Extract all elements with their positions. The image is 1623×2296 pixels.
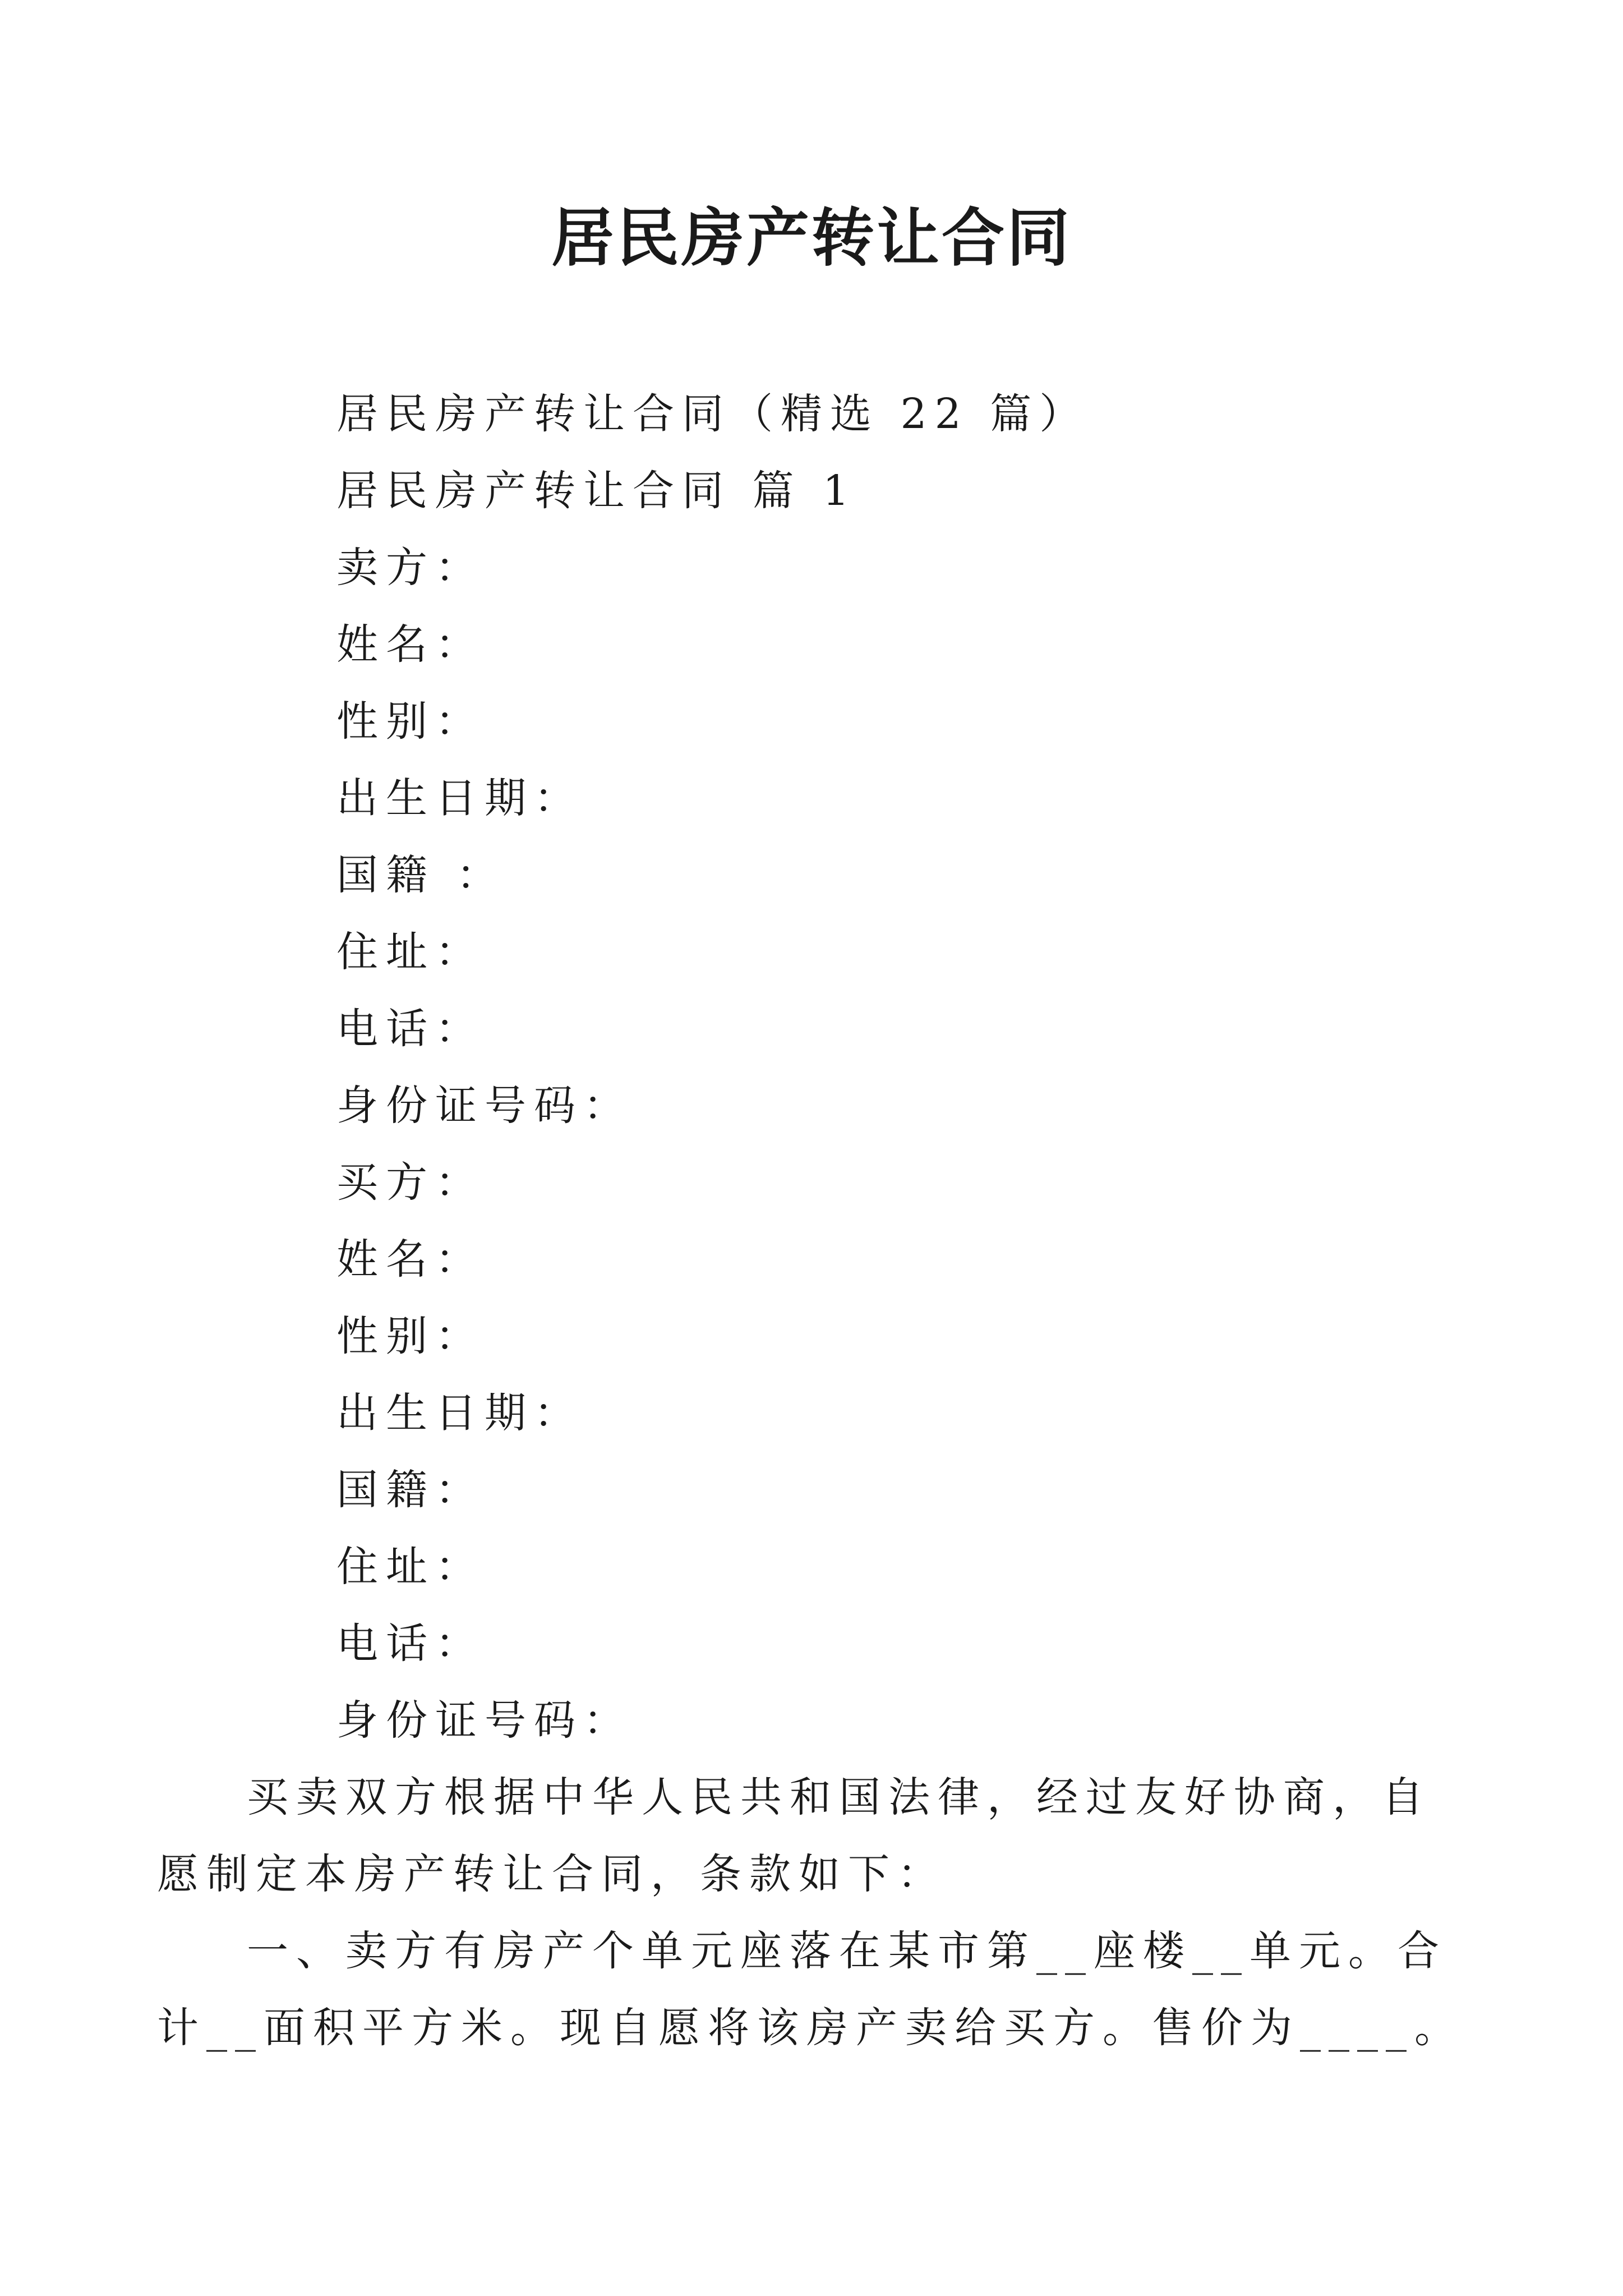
paragraph-line: 愿制定本房产转让合同，条款如下： (157, 1850, 947, 1898)
document-subtitle: 居民房产转让合同（精选 22 篇） (336, 390, 1089, 438)
buyer-block (247, 1144, 1391, 1759)
seller-phone-field: 电话： (336, 1005, 485, 1053)
seller-nationality-field: 国籍 ： (336, 851, 506, 899)
buyer-phone-field: 电话： (336, 1619, 485, 1668)
seller-name-field: 姓名： (336, 620, 485, 669)
buyer-birth-date-field: 出生日期： (336, 1389, 583, 1437)
seller-block (247, 530, 1391, 1144)
paragraph-line: 一、卖方有房产个单元座落在某市第__座楼__单元。合 (247, 1927, 1447, 1975)
buyer-nationality-field: 国籍： (336, 1466, 485, 1514)
seller-birth-date-field: 出生日期： (336, 774, 583, 822)
seller-address-field: 住址： (336, 928, 485, 976)
buyer-heading: 买方： (336, 1158, 485, 1207)
paragraph-line: 计__面积平方米。现自愿将该房产卖给买方。售价为____。 (157, 2004, 1464, 2052)
seller-gender-field: 性别： (336, 697, 485, 746)
paragraph-line: 买卖双方根据中华人民共和国法律，经过友好协商，自 (247, 1773, 1431, 1821)
section-heading: 居民房产转让合同 篇 1 (336, 467, 857, 515)
seller-id-number-field: 身份证号码： (336, 1082, 633, 1130)
seller-heading: 卖方： (336, 544, 485, 592)
document-body (157, 376, 1464, 2067)
paragraph-clause-1 (157, 1913, 1464, 2067)
buyer-id-number-field: 身份证号码： (336, 1696, 633, 1745)
document-title: 居民房产转让合同 (551, 201, 1072, 275)
buyer-address-field: 住址： (336, 1543, 485, 1591)
buyer-gender-field: 性别： (336, 1312, 485, 1360)
paragraph-intro (157, 1759, 1431, 1913)
buyer-name-field: 姓名： (336, 1235, 485, 1283)
